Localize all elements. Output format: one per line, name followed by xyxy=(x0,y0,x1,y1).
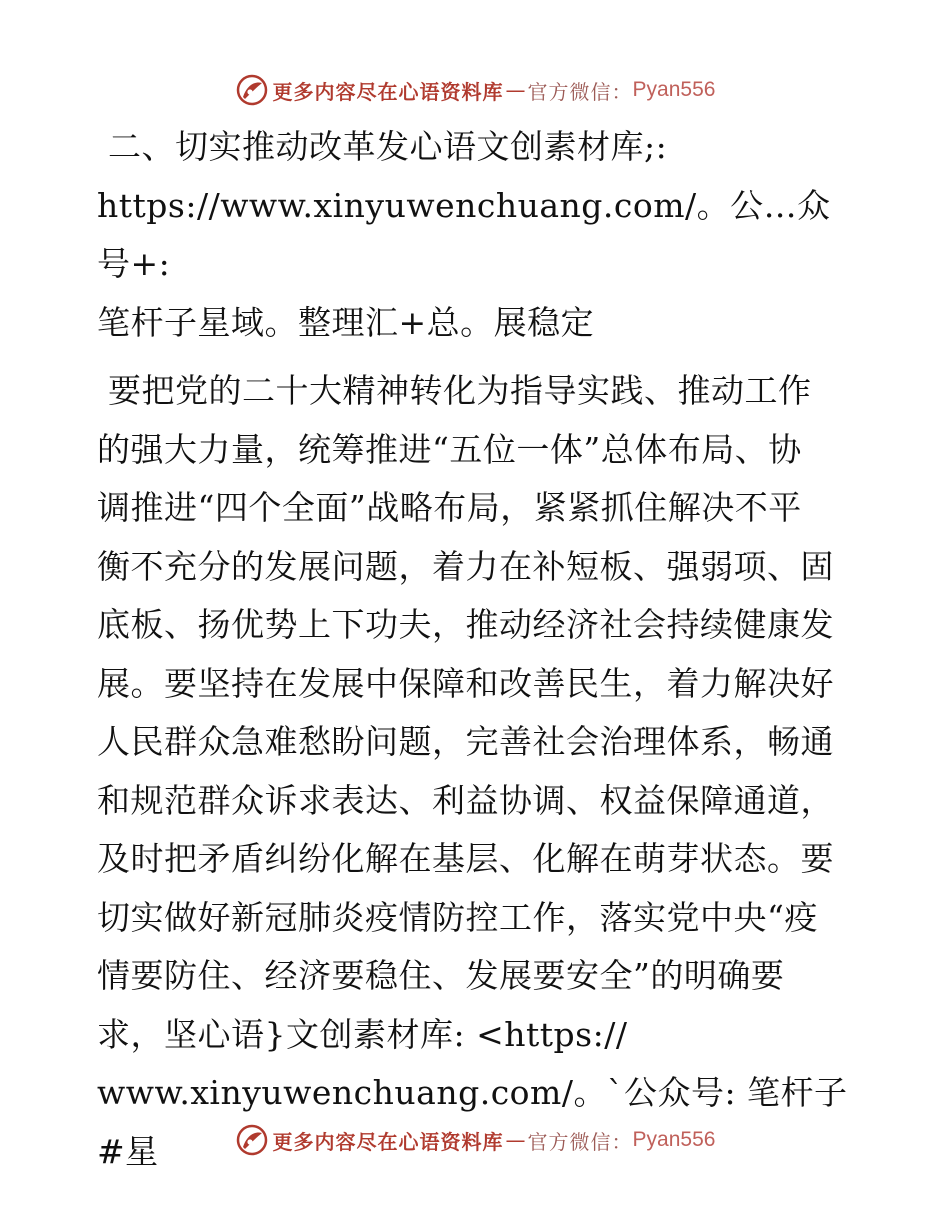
banner-dash: — xyxy=(505,1128,526,1152)
banner-dash: — xyxy=(505,78,526,102)
footer-watermark-banner xyxy=(0,1118,950,1162)
brand-text: 更多内容尽在心语资料库 xyxy=(272,79,504,104)
paragraph-2: 要把党的二十大精神转化为指导实践、推动工作 的强大力量，统筹推进“五位一体”总体布局、协 调推进“四个全面”战略布局，紧紧抓住解决不平 衡不充分的发展问题，着力在补短板、强弱项、固 底板、扬优势上下功夫，推动经济社会持续健康发 展。要坚持在发展中保障和改善民生，着力解决好 人民群众急难愁盼问题，完善社会治理体系，畅通 和规范群众诉求表达、利益协调、权益保障通道， 及时把矛盾纠纷化解在基层、化解在萌芽状态。要 切实做好新冠肺炎疫情防控工作，落实党中央“疫 情要防住、经济要稳住、发展要安全”的明确要 求，坚心语}文创素材库: <https:// www.xinyuwenchuang.com/。`公众号: 笔杆子#星 xyxy=(97,371,848,1171)
wechat-id: Pyan556 xyxy=(632,1128,716,1151)
pen-logo-icon xyxy=(235,1123,269,1157)
paragraph-1: 二、切实推动改革发心语文创素材库;: https://www.xinyuwenchuang.com/。公…众号+: 笔杆子星域。整理汇+总。展稳定 xyxy=(97,127,831,342)
brand-text: 更多内容尽在心语资料库 xyxy=(272,1129,504,1154)
header-watermark-banner xyxy=(0,68,950,112)
wechat-id: Pyan556 xyxy=(632,78,716,101)
pen-logo-icon xyxy=(235,73,269,107)
wechat-label: 官方微信： xyxy=(527,1129,633,1154)
wechat-label: 官方微信： xyxy=(527,79,633,104)
document-body xyxy=(97,118,857,1181)
